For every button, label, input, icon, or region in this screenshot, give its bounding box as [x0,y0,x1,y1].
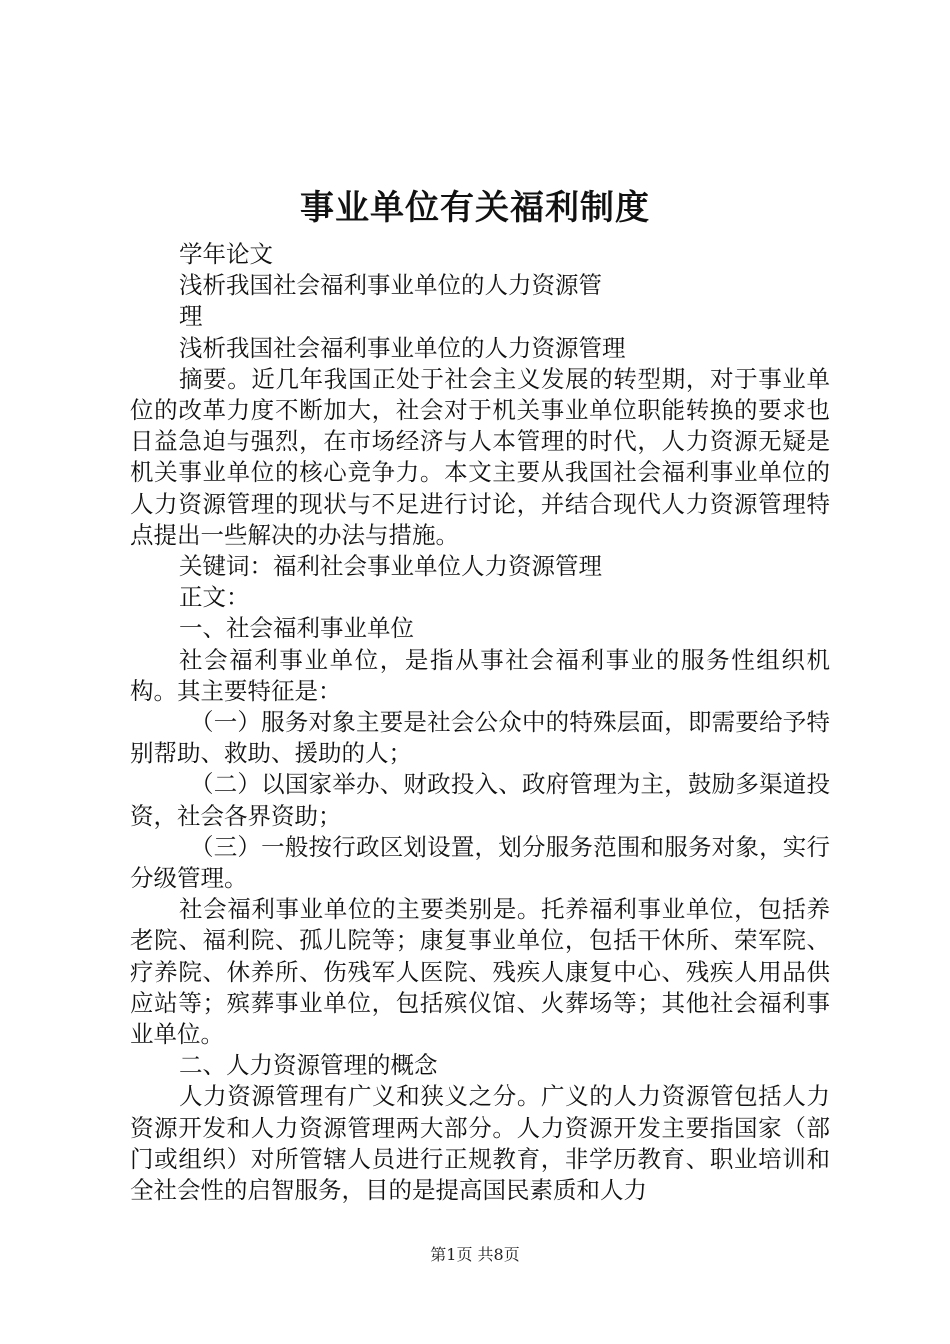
paragraph-keywords: 关键词：福利社会事业单位人力资源管理 [179,552,602,581]
paragraph-definition: 社会福利事业单位，是指从事社会福利事业的服务性组织机构。其主要特征是： [130,645,830,705]
paragraph-main-text-label: 正文： [179,583,250,612]
section-heading-2: 二、人力资源管理的概念 [179,1051,438,1080]
paragraph-hr-concept: 人力资源管理有广义和狭义之分。广义的人力资源管包括人力资源开发和人力资源管理两大部分。人力资源开发主要指国家（部门或组织）对所管辖人员进行正规教育，非学历教育、职业培训和全社会性的启智服务，目的是提高国民素质和人力 [130,1082,830,1205]
paragraph-heading-line-1: 浅析我国社会福利事业单位的人力资源管 [179,271,602,300]
paragraph-heading-line-2: 理 [179,302,203,331]
page-footer: 第1页 共8页 [430,1245,520,1264]
paragraph-abstract: 摘要。近几年我国正处于社会主义发展的转型期，对于事业单位的改革力度不断加大，社会对于机关事业单位职能转换的要求也日益急迫与强烈，在市场经济与人本管理的时代，人力资源无疑是机关事业单位的核心竞争力。本文主要从我国社会福利事业单位的人力资源管理的现状与不足进行讨论，并结合现代人力资源管理特点提出一些解决的办法与措施。 [130,364,830,549]
paragraph-categories: 社会福利事业单位的主要类别是。托养福利事业单位，包括养老院、福利院、孤儿院等；康复事业单位，包括干休所、荣军院、疗养院、休养所、伤残军人医院、残疾人康复中心、残疾人用品供应站等；殡葬事业单位，包括殡仪馆、火葬场等；其他社会福利事业单位。 [130,895,830,1049]
paragraph-heading-full: 浅析我国社会福利事业单位的人力资源管理 [179,333,626,362]
paragraph-thesis-type: 学年论文 [179,240,273,268]
list-item-1: （一）服务对象主要是社会公众中的特殊层面，即需要给予特别帮助、救助、援助的人； [130,708,830,768]
section-heading-1: 一、社会福利事业单位 [179,614,414,643]
list-item-2: （二）以国家举办、财政投入、政府管理为主，鼓励多渠道投资，社会各界资助； [130,770,830,830]
document-title: 事业单位有关福利制度 [300,188,650,228]
document-body [130,239,830,1206]
list-item-3: （三）一般按行政区划设置，划分服务范围和服务对象，实行分级管理。 [130,832,830,893]
